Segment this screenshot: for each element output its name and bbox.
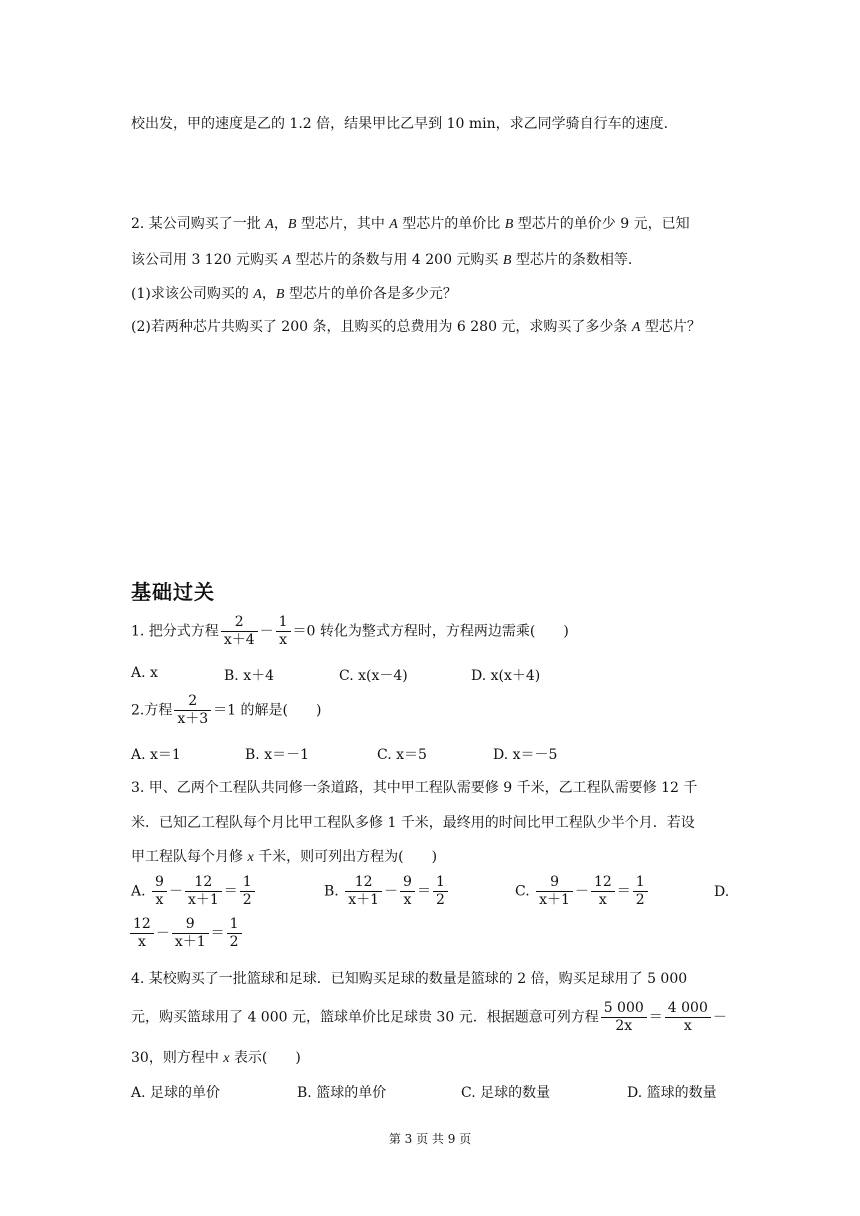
question-4-line-2: 元，购买篮球用了 4 000 元，篮球单价比足球贵 30 元．根据题意可列方程 $\frac{5 000}{2x}$ ＝ $\frac{4 000}{x}$ － xyxy=(131,1000,727,1034)
fraction: $\frac{4 000}{x}$ xyxy=(665,1000,711,1035)
q1-option-c: C. x(x－4) xyxy=(339,668,408,684)
problem-2-sub-1: (1)求该公司购买的 A，B 型芯片的单价各是多少元？ xyxy=(131,286,457,302)
problem-2-line-2: 该公司用 3 120 元购买 A 型芯片的条数与用 4 200 元购买 B 型芯片的条数相等. xyxy=(131,252,633,268)
q3-option-d-label: D. xyxy=(714,884,730,900)
fraction: $\frac{2}{x+3}$ xyxy=(174,693,211,728)
page-footer: 第 3 页 共 9 页 xyxy=(388,1132,472,1146)
q4-option-a: A. 足球的单价 xyxy=(131,1085,221,1101)
q2-option-c: C. x＝5 xyxy=(377,747,427,763)
problem-2-line-1: 2. 某公司购买了一批 A，B 型芯片，其中 A 型芯片的单价比 B 型芯片的单价少 9 元，已知 xyxy=(131,216,690,232)
question-4-line-1: 4. 某校购买了一批篮球和足球．已知购买足球的数量是篮球的 2 倍，购买足球用了 5 000 xyxy=(131,971,688,987)
q3-option-d: $\frac{12}{x}$ － $\frac{9}{x+1}$ ＝ $\frac{1}{2}$ xyxy=(128,916,244,951)
question-3-line-2: 米．已知乙工程队每个月比甲工程队多修 1 千米，最终用的时间比甲工程队少半个月．若设 xyxy=(131,815,695,831)
q3-option-c: C. $\frac{9}{x+1}$ － $\frac{12}{x}$ ＝ $\frac{1}{2}$ xyxy=(515,874,650,909)
q1-option-d: D. x(x＋4) xyxy=(471,668,541,684)
fraction: $\frac{2}{x+4}$ xyxy=(221,614,258,649)
q1-option-a: A. x xyxy=(131,665,158,681)
q2-option-b: B. x＝－1 xyxy=(245,747,309,763)
q2-option-a: A. x＝1 xyxy=(131,747,181,763)
q3-option-a: A. $\frac{9}{x}$ － $\frac{12}{x+1}$ ＝ $\frac{1}{2}$ xyxy=(131,874,257,909)
q4-option-b: B. 篮球的单价 xyxy=(297,1085,387,1101)
section-title: 基础过关 xyxy=(131,580,215,604)
fraction: $\frac{5 000}{2x}$ xyxy=(601,1000,647,1035)
question-1: 1. 把分式方程 $\frac{2}{x+4}$ － $\frac{1}{x}$ ＝0 转化为整式方程时，方程两边需乘( ) xyxy=(131,614,569,648)
q3-option-b: B. $\frac{12}{x+1}$ － $\frac{9}{x}$ ＝ $\frac{1}{2}$ xyxy=(324,874,450,909)
question-3-line-3: 甲工程队每个月修 x 千米，则可列出方程为( ) xyxy=(131,849,438,865)
fraction: $\frac{1}{x}$ xyxy=(276,614,291,649)
problem-2-sub-2: (2)若两种芯片共购买了 200 条，且购买的总费用为 6 280 元，求购买了多少条 A 型芯片？ xyxy=(131,319,701,335)
q4-option-c: C. 足球的数量 xyxy=(461,1085,551,1101)
question-3-line-1: 3. 甲、乙两个工程队共同修一条道路，其中甲工程队需要修 9 千米，乙工程队需要修 12 千 xyxy=(131,780,698,796)
question-4-line-3: 30，则方程中 x 表示( ) xyxy=(131,1050,301,1066)
intro-line: 校出发，甲的速度是乙的 1.2 倍，结果甲比乙早到 10 min，求乙同学骑自行车的速度. xyxy=(131,116,669,132)
q1-option-b: B. x＋4 xyxy=(224,668,274,684)
question-2: 2.方程 $\frac{2}{x+3}$ ＝1 的解是( ) xyxy=(131,693,322,727)
q4-option-d: D. 篮球的数量 xyxy=(627,1085,717,1101)
q2-option-d: D. x＝－5 xyxy=(493,747,558,763)
